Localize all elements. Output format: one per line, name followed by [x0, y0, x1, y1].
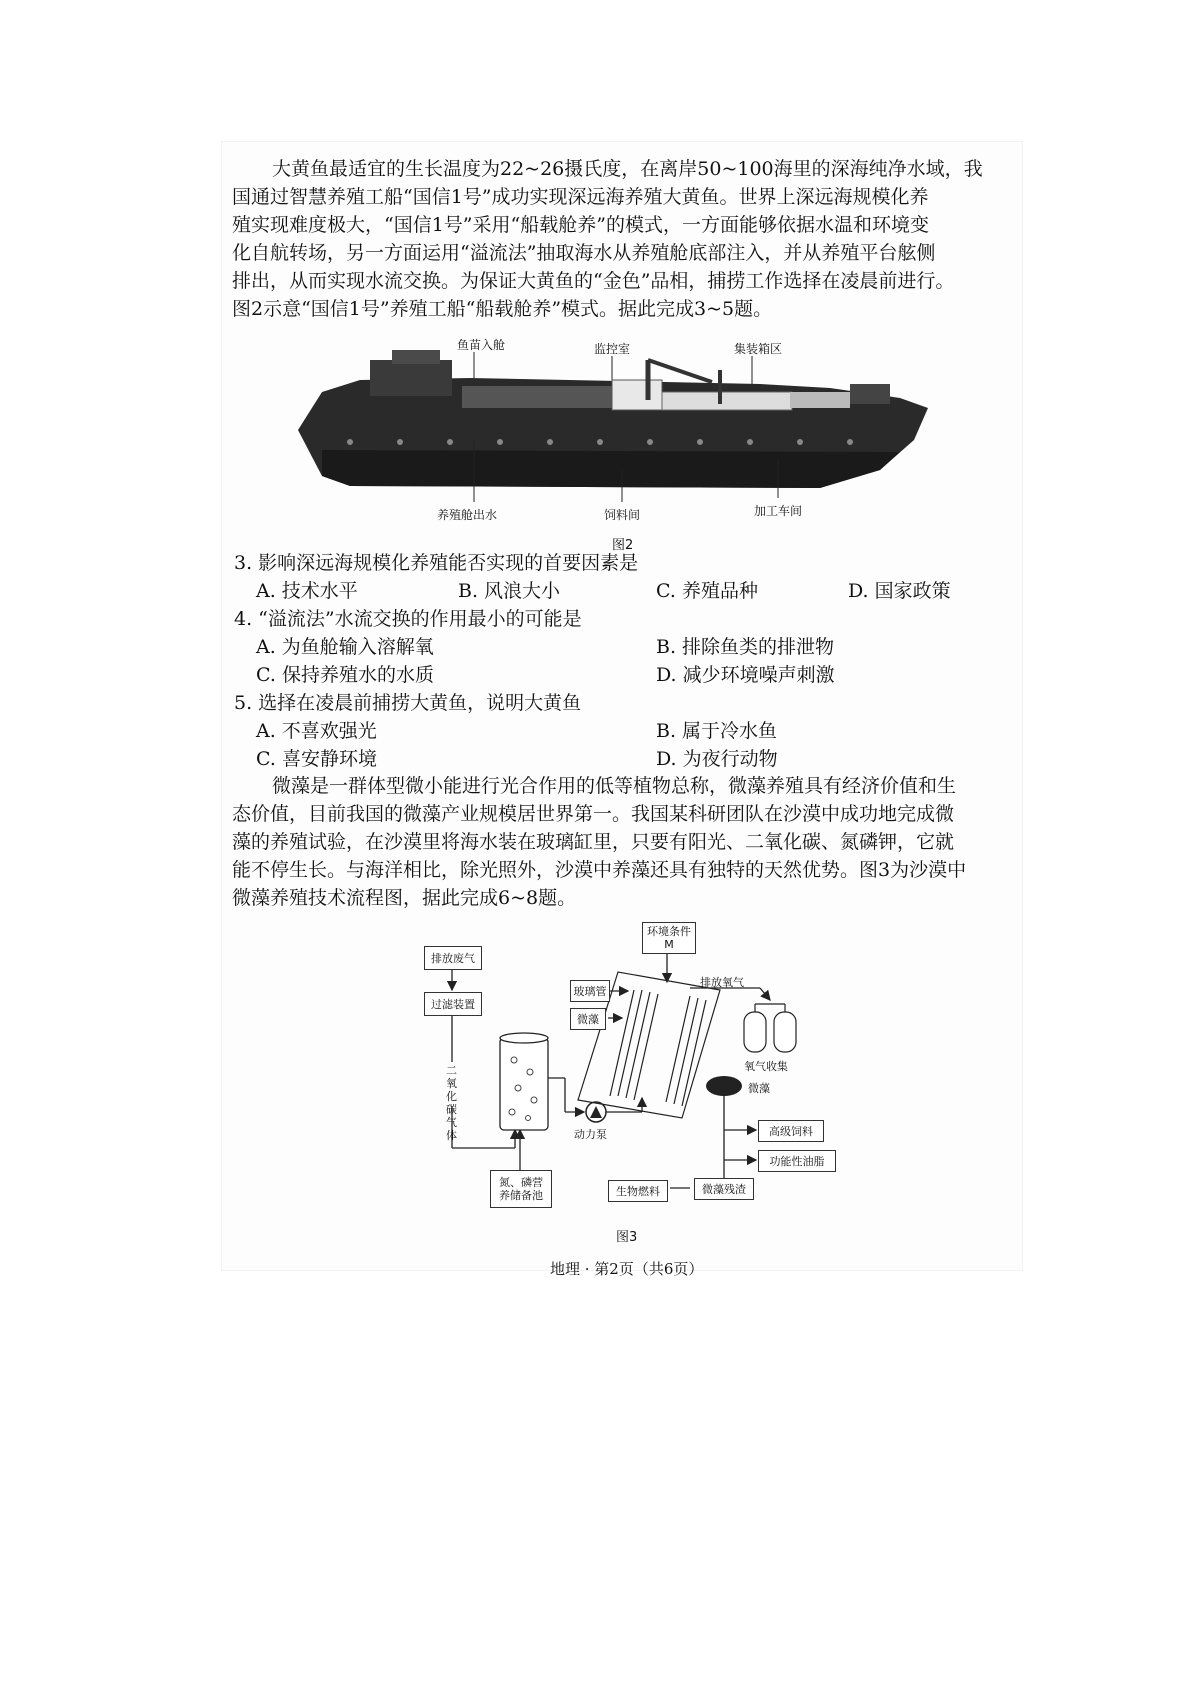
question-5-option-a[interactable]: A. 不喜欢强光 [256, 720, 377, 742]
label-tank-outlet: 养殖舱出水 [437, 508, 498, 522]
label-microalgae-out: 微藻 [748, 1082, 770, 1095]
question-5-option-d[interactable]: D. 为夜行动物 [656, 748, 778, 770]
label-processing-room: 加工车间 [754, 504, 803, 518]
label-feed-room: 饲料间 [604, 508, 641, 522]
box-env-condition: 环境条件 M [642, 922, 696, 954]
box-feed: 高级饲料 [758, 1120, 824, 1142]
box-glass-tube: 玻璃管 [570, 980, 610, 1002]
question-5-stem: 5. 选择在凌晨前捕捞大黄鱼，说明大黄鱼 [234, 692, 582, 714]
question-4-option-d[interactable]: D. 减少环境噪声刺激 [656, 664, 835, 686]
question-3-option-b[interactable]: B. 风浪大小 [458, 580, 561, 602]
passage-1-line: 殖实现难度极大，“国信1号”采用“船载舱养”的模式，一方面能够依据水温和环境变 [232, 214, 929, 236]
question-5-option-c[interactable]: C. 喜安静环境 [256, 748, 377, 770]
passage-1-line: 图2示意“国信1号”养殖工船“船载舱养”模式。据此完成3~5题。 [232, 298, 773, 320]
box-residue: 微藻残渣 [694, 1178, 754, 1200]
box-microalgae-in: 微藻 [570, 1008, 606, 1030]
box-filter: 过滤装置 [424, 992, 482, 1016]
label-release-oxygen: 排放氧气 [700, 976, 744, 989]
label-co2-gas: 二氧化碳气体 [446, 1064, 457, 1142]
passage-2-line: 微藻是一群体型微小能进行光合作用的低等植物总称，微藻养殖具有经济价值和生 [272, 775, 957, 797]
figure-3-caption: 图3 [616, 1230, 638, 1245]
box-nutrient-tank: 氮、磷营 养储备池 [490, 1170, 552, 1208]
question-3-option-a[interactable]: A. 技术水平 [256, 580, 358, 602]
label-control-room: 监控室 [594, 342, 631, 356]
box-biofuel: 生物燃料 [608, 1180, 668, 1202]
passage-2-line: 藻的养殖试验，在沙漠里将海水装在玻璃缸里，只要有阳光、二氧化碳、氮磷钾，它就 [232, 831, 955, 853]
passage-1-line: 化自航转场，另一方面运用“溢流法”抽取海水从养殖舱底部注入，并从养殖平台舷侧 [232, 242, 936, 264]
figure-2-caption: 图2 [612, 538, 634, 553]
question-4-stem: 4. “溢流法”水流交换的作用最小的可能是 [234, 608, 582, 630]
question-3-stem: 3. 影响深远海规模化养殖能否实现的首要因素是 [234, 552, 639, 574]
cylinder [500, 1033, 548, 1130]
box-oil: 功能性油脂 [758, 1150, 836, 1172]
passage-1-line: 国通过智慧养殖工船“国信1号”成功实现深远海养殖大黄鱼。世界上深远海规模化养 [232, 186, 929, 208]
page-footer: 地理 · 第2页（共6页） [550, 1260, 704, 1278]
question-4-option-a[interactable]: A. 为鱼舱输入溶解氧 [256, 636, 434, 658]
question-3-option-c[interactable]: C. 养殖品种 [656, 580, 758, 602]
question-5-option-b[interactable]: B. 属于冷水鱼 [656, 720, 778, 742]
question-4-option-c[interactable]: C. 保持养殖水的水质 [256, 664, 434, 686]
passage-2-line: 微藻养殖技术流程图，据此完成6~8题。 [232, 887, 577, 909]
label-pump: 动力泵 [574, 1128, 607, 1141]
passage-1-line: 排出，从而实现水流交换。为保证大黄鱼的“金色”品相，捕捞工作选择在凌晨前进行。 [232, 270, 955, 292]
box-exhaust: 排放废气 [424, 946, 482, 970]
passage-2-line: 态价值，目前我国的微藻产业规模居世界第一。我国某科研团队在沙漠中成功地完成微 [232, 803, 955, 825]
label-oxygen-collect: 氧气收集 [744, 1060, 788, 1073]
passage-1-line: 大黄鱼最适宜的生长温度为22~26摄氏度，在离岸50~100海里的深海纯净水域，我 [272, 158, 983, 180]
label-fry-entry: 鱼苗入舱 [457, 338, 506, 352]
question-3-option-d[interactable]: D. 国家政策 [848, 580, 951, 602]
label-container-area: 集装箱区 [734, 342, 783, 356]
question-4-option-b[interactable]: B. 排除鱼类的排泄物 [656, 636, 835, 658]
passage-2-line: 能不停生长。与海洋相比，除光照外，沙漠中养藻还具有独特的天然优势。图3为沙漠中 [232, 859, 967, 881]
